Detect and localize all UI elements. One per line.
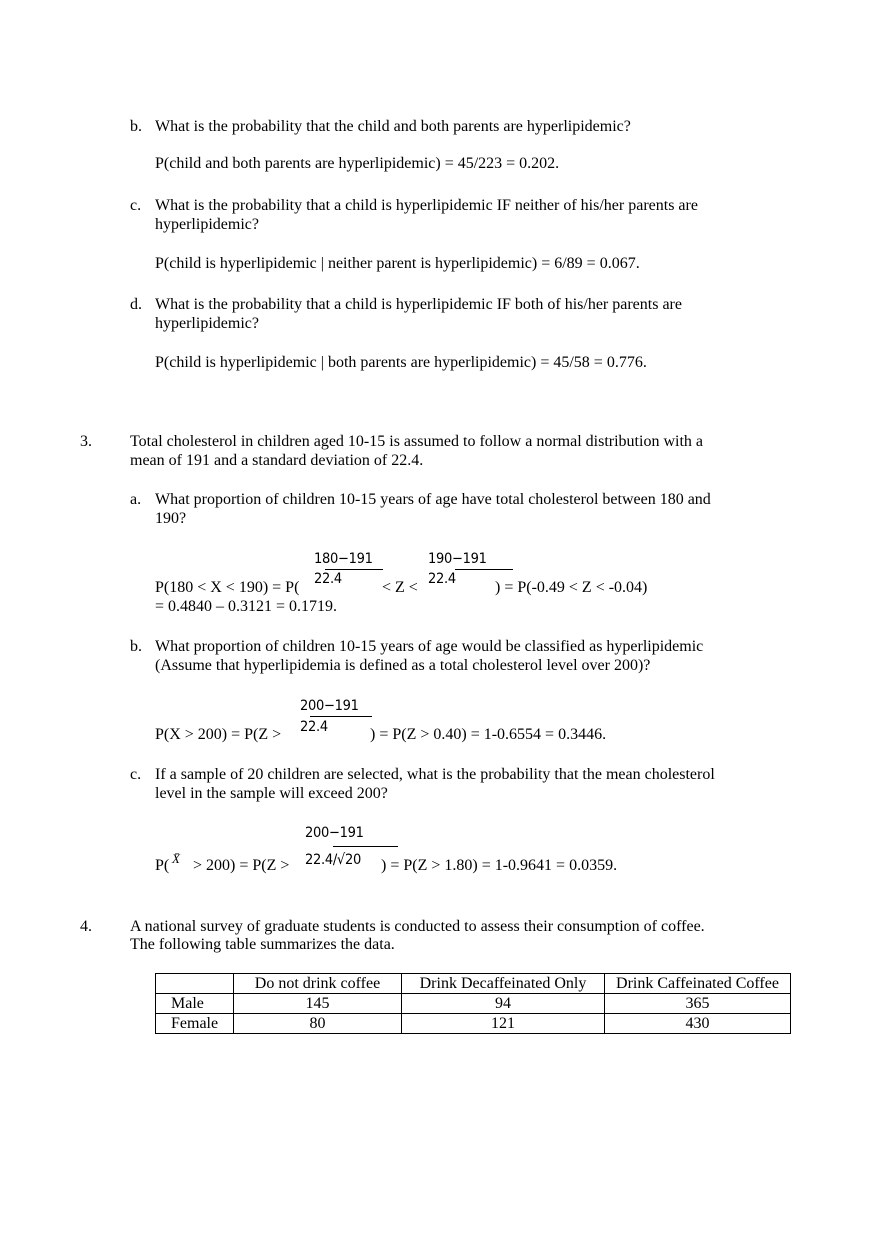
question-text: If a sample of 20 children are selected, what is the probability that the mean cholesterol xyxy=(155,766,715,783)
equation-text: P( xyxy=(155,857,170,874)
coffee-consumption-table xyxy=(155,973,791,1034)
question-text: The following table summarizes the data. xyxy=(130,936,395,953)
question-number: 3. xyxy=(80,433,92,450)
answer-text: P(child and both parents are hyperlipidemic) = 45/223 = 0.202. xyxy=(155,155,560,172)
question-text: What proportion of children 10-15 years of age have total cholesterol between 180 and xyxy=(155,491,711,508)
item-label: d. xyxy=(130,296,142,313)
fraction-denominator: 22.4 xyxy=(428,571,456,587)
question-text: Total cholesterol in children aged 10-15 is assumed to follow a normal distribution with a xyxy=(130,433,703,450)
question-text: What is the probability that a child is hyperlipidemic IF both of his/her parents are xyxy=(155,296,682,313)
table-cell: 121 xyxy=(402,1014,605,1034)
question-text: level in the sample will exceed 200? xyxy=(155,785,388,802)
fraction-bar xyxy=(333,846,398,847)
table-header-cell: Drink Decaffeinated Only xyxy=(402,974,605,994)
table-header-cell xyxy=(156,974,234,994)
fraction-numerator: 180−191 xyxy=(314,551,373,567)
fraction-numerator: 200−191 xyxy=(300,698,359,714)
item-label: b. xyxy=(130,118,142,135)
equation-text: P(180 < X < 190) = P( xyxy=(155,579,300,596)
item-label: b. xyxy=(130,638,142,655)
question-text: 190? xyxy=(155,510,187,527)
table-header-cell: Do not drink coffee xyxy=(234,974,402,994)
table-cell: 430 xyxy=(605,1014,791,1034)
table-header-row xyxy=(156,974,791,994)
fraction-numerator: 200−191 xyxy=(305,825,364,841)
equation-text: P(X > 200) = P(Z > xyxy=(155,726,282,743)
table-cell: 145 xyxy=(234,994,402,1014)
fraction-numerator: 190−191 xyxy=(428,551,487,567)
fraction-denominator: 22.4 xyxy=(300,719,328,735)
question-text: (Assume that hyperlipidemia is defined as a total cholesterol level over 200)? xyxy=(155,657,651,674)
question-text: hyperlipidemic? xyxy=(155,315,259,332)
question-text: What is the probability that a child is hyperlipidemic IF neither of his/her parents are xyxy=(155,197,698,214)
table-cell: 80 xyxy=(234,1014,402,1034)
question-text: hyperlipidemic? xyxy=(155,216,259,233)
equation-text: > 200) = P(Z > xyxy=(193,857,290,874)
question-text: What is the probability that the child and both parents are hyperlipidemic? xyxy=(155,118,631,135)
table-cell: 365 xyxy=(605,994,791,1014)
equation-text: ) = P(-0.49 < Z < -0.04) xyxy=(495,579,648,596)
table-row-label: Male xyxy=(156,994,234,1014)
fraction-denominator: 22.4/√20 xyxy=(305,852,361,868)
question-text: What proportion of children 10-15 years of age would be classified as hyperlipidemic xyxy=(155,638,704,655)
table-row-label: Female xyxy=(156,1014,234,1034)
table-header-cell: Drink Caffeinated Coffee xyxy=(605,974,791,994)
answer-text: P(child is hyperlipidemic | both parents are hyperlipidemic) = 45/58 = 0.776. xyxy=(155,354,647,371)
answer-text: = 0.4840 – 0.3121 = 0.1719. xyxy=(155,598,338,615)
item-label: c. xyxy=(130,197,142,214)
equation-text: < Z < xyxy=(382,579,418,596)
item-label: a. xyxy=(130,491,142,508)
xbar-symbol: X̄ xyxy=(172,851,180,866)
item-label: c. xyxy=(130,766,142,783)
equation-text: ) = P(Z > 0.40) = 1-0.6554 = 0.3446. xyxy=(370,726,607,743)
fraction-bar xyxy=(310,716,372,717)
question-text: A national survey of graduate students is conducted to assess their consumption of coffee. xyxy=(130,918,705,935)
fraction-denominator: 22.4 xyxy=(314,571,342,587)
answer-text: P(child is hyperlipidemic | neither parent is hyperlipidemic) = 6/89 = 0.067. xyxy=(155,255,640,272)
question-number: 4. xyxy=(80,918,92,935)
question-text: mean of 191 and a standard deviation of 22.4. xyxy=(130,452,424,469)
table-row xyxy=(156,994,791,1014)
fraction-bar xyxy=(455,569,513,570)
equation-text: ) = P(Z > 1.80) = 1-0.9641 = 0.0359. xyxy=(381,857,618,874)
table-cell: 94 xyxy=(402,994,605,1014)
table-row xyxy=(156,1014,791,1034)
